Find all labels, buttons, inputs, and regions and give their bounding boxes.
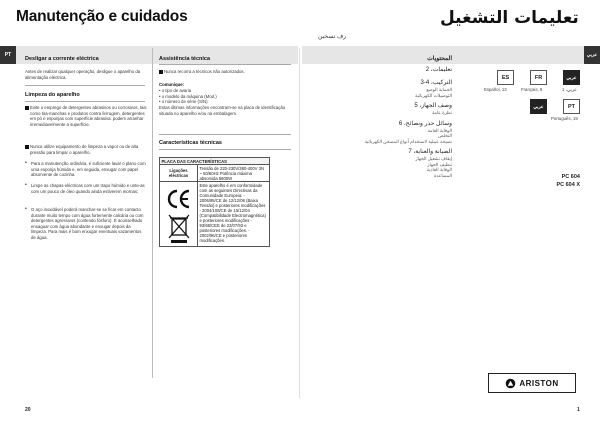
toc-subitem: تنظيف الجهاز — [427, 161, 452, 167]
tab-pt: PT — [0, 46, 16, 64]
table-of-contents — [360, 56, 452, 178]
lang-label-ar: عربي، 1 — [562, 87, 577, 92]
bullet-text-plates: Limpe as chapas eléctricas com um trapo húmido e unte-as com um pouco de óleo quando ainda estiverem mornas; — [31, 183, 145, 194]
bullet-icon: • — [25, 160, 27, 166]
toc-item: وصف الجهاز، 5 — [414, 103, 452, 109]
paragraph-disconnect: Antes de realizar qualquer operação, desligue o aparelho da alimentação eléctrica. — [25, 69, 141, 80]
model-name: PC 604 X — [556, 182, 580, 188]
section-title-cleaning: Limpeza do aparelho — [25, 92, 80, 98]
toc-subitem: نظرة عامة — [432, 110, 452, 115]
plate-label-electrical: Ligações eléctricas — [160, 165, 198, 182]
paragraph-abrasives: Evite o emprego de detergentes abrasivos ou corrosivos, tais como tira-manchas e produtos contra ferrugem, detergentes em pó e esponjas com superfície abrasiva: podem arranhar irremediavelmente a superfície. — [30, 105, 147, 127]
separator — [159, 134, 291, 135]
lang-box-ar-2: عربي — [530, 99, 547, 114]
column-divider-1 — [152, 48, 153, 378]
page-number-right: 1 — [577, 407, 580, 413]
section-title-specs: Características técnicas — [159, 140, 222, 146]
toc-subitem: المساعدة — [433, 172, 452, 178]
tab-ar: عربي — [584, 46, 600, 64]
separator — [159, 64, 291, 65]
toc-subitem: التخلص — [438, 133, 452, 138]
brand-name: ARISTON — [519, 378, 559, 388]
toc-subitem: نصيحة عملية لاستخدام أنواع المسخن الكهربائية — [364, 138, 452, 144]
separator — [25, 101, 145, 102]
ce-mark-icon — [163, 183, 195, 245]
lang-label-es: Español, 13 — [484, 87, 507, 92]
page-title-ar: تعليمات التشغيل — [440, 8, 579, 28]
toc-item: الصيانة والعناية، 7 — [408, 149, 452, 155]
ariston-emblem-icon — [505, 378, 516, 389]
brand-logo — [488, 373, 576, 393]
toc-subitem: الوقاية العامة — [427, 127, 452, 133]
info-list — [159, 88, 289, 105]
toc-subitem: التوصيلات الكهربائية — [415, 92, 452, 98]
rating-plate-table — [159, 157, 270, 247]
lang-label-fr: Français, 8 — [521, 87, 543, 92]
warning-marker-icon — [159, 70, 163, 74]
paragraph-assistance: Nunca recorra a técnicos não autorizados. — [164, 69, 245, 74]
model-name: PC 604 — [561, 174, 580, 180]
page-number-left: 20 — [25, 407, 31, 413]
bullet-text-maintenance: Para a manutenção ordinária, é suficiente lavar o plano com uma esponja húmida e, em seguida, enxugar com papel absorvente de cozinha. — [31, 161, 146, 178]
warning-marker-icon — [25, 106, 29, 110]
separator — [25, 85, 145, 86]
toc-heading: المحتويات — [427, 56, 452, 62]
bullet-icon: • — [25, 206, 27, 212]
plate-title: PLACA DAS CARACTERÍSTICAS — [160, 158, 270, 165]
bullet-text-steel: O aço inoxidável poderá manchar-se se ficar em contacto durante muito tempo com água fortemente calcária ou com detergentes agressivos (contendo fósforo). É aconselhado enxaguar com água abundante e enxugar depois da limpeza. Para mais é bom enxugar eventuais vazamentos de água. — [31, 207, 144, 240]
plate-values: Tensão de 220-230V/380-400V 3N ~ 50/60Hz Potência máxima absorvida 5600W — [198, 165, 270, 182]
list-item: • o modelo da máquina (Mod.) — [159, 93, 217, 99]
page-divider — [299, 48, 300, 398]
toc-subitem: الحماية الوضع — [426, 87, 452, 92]
toc-item: التركيب، 4-3 — [420, 80, 452, 86]
list-item: • o tipo de avaria — [159, 88, 192, 93]
lang-box-pt: PT — [563, 99, 580, 114]
list-item: • o número de série (S/N) — [159, 99, 208, 105]
toc-item: وسائل حذر ونصائح، 6 — [398, 120, 452, 127]
paragraph-steam: Nunca utilize equipamento de limpeza a vapor ou de alta pressão para limpar o aparelho. — [30, 144, 139, 155]
section-title-disconnect: Desligar a corrente eléctrica — [25, 56, 99, 62]
bullet-icon: • — [25, 182, 27, 188]
section-title-assistance: Assistência técnica — [159, 56, 211, 62]
plate-directives: Este aparelho é em conformidade com as seguintes Directivas da Comunidade Europeia: - 2006/95/CE de 12/12/06 (Baixa Tensão) e posteriores modificações - 2004/108/CE de 15/12/04 (Compatibilidade Electromagnética) e posteriores modificações - 93/68/CEE de 22/07/93 e posteriores modificações. - 2002/96/CE e posteriores modificações. — [198, 182, 270, 247]
lang-box-fr: FR — [530, 70, 547, 85]
weee-bin-icon — [169, 215, 189, 243]
model-list — [546, 173, 580, 189]
communicate-label: Comunique: — [159, 82, 185, 87]
paragraph-plate-info: Estas últimas informações encontram-se na placa de identificação situada no aparelho e/ou na embalagem. — [159, 105, 286, 116]
plate-marks-cell — [160, 182, 198, 247]
lang-box-ar: عربي — [563, 70, 580, 85]
warning-marker-icon — [25, 145, 29, 149]
toc-subitem: إيقاف تشغيل الجهاز — [415, 156, 452, 161]
page-title-pt: Manutenção e cuidados — [16, 8, 188, 25]
lang-box-es: ES — [497, 70, 514, 85]
separator — [159, 149, 291, 150]
lang-label-pt: Português, 19 — [551, 116, 578, 121]
toc-item: تعليمات، 2 — [425, 67, 452, 73]
toc-subitem: الوقاية العادية — [426, 167, 452, 172]
page-subtitle-ar: رف تسخين — [318, 34, 347, 40]
